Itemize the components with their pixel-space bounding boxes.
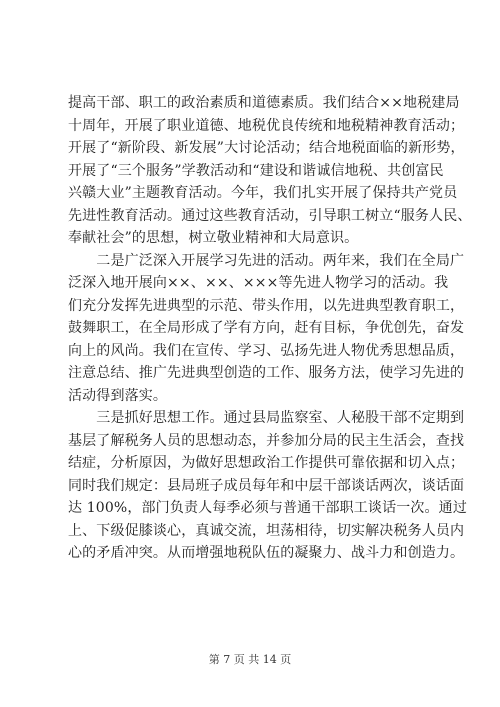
text-line: 们充分发挥先进典型的示范、带头作用，以先进典型教育职工， xyxy=(68,297,465,314)
paragraph-3-start: 三是抓好思想工作。通过县局监察室、人秘股干部不定期到 xyxy=(68,410,465,426)
text-line: 兴赣大业”主题教育活动。今年，我们扎实开展了保持共产党员 xyxy=(68,185,458,201)
text-line: 基层了解税务人员的思想动态，并参加分局的民主生活会，查找 xyxy=(68,432,465,449)
text-line: 活动得到落实。 xyxy=(68,387,168,404)
text-line: 心的矛盾冲突。从而增强地税队伍的凝聚力、战斗力和创造力。 xyxy=(68,545,465,561)
text-line: 结症，分析原因，为做好思想政治工作提供可靠依据和切入点； xyxy=(68,455,465,471)
text-line: 鼓舞职工，在全局形成了学有方向，赶有目标，争优创先，奋发 xyxy=(68,320,465,336)
text-line: 同时我们规定：县局班子成员每年和中层干部谈话两次，谈话面 xyxy=(68,477,465,494)
text-line: 十周年，开展了职业道德、地税优良传统和地税精神教育活动； xyxy=(68,117,465,134)
text-line: 向上的风尚。我们在宣传、学习、弘扬先进人物优秀思想品质， xyxy=(68,342,465,359)
text-line: 泛深入地开展向××、××、×××等先进人物学习的活动。我 xyxy=(68,275,449,291)
body-text xyxy=(68,92,472,565)
text-line: 开展了“三个服务”学教活动和“建设和谐诚信地税、共创富民 xyxy=(68,162,444,179)
text-line: 奉献社会”的思想，树立敬业精神和大局意识。 xyxy=(68,230,359,246)
text-line: 提高干部、职工的政治素质和道德素质。我们结合××地税建局 xyxy=(68,95,460,111)
paragraph-2-start: 二是广泛深入开展学习先进的活动。两年来，我们在全局广 xyxy=(68,252,465,269)
text-line: 达 100%，部门负责人每季必须与普通干部职工谈话一次。通过 xyxy=(68,500,467,516)
text-line: 先进性教育活动。通过这些教育活动，引导职工树立“服务人民、 xyxy=(68,207,472,224)
text-line: 上、下级促膝谈心，真诚交流，坦荡相待，切实解决税务人员内 xyxy=(68,522,465,539)
text-line: 注意总结、推广先进典型创造的工作、服务方法，使学习先进的 xyxy=(68,365,465,381)
page-number-footer: 第 7 页 共 14 页 xyxy=(208,653,292,666)
text-line: 开展了“新阶段、新发展”大讨论活动；结合地税面临的新形势， xyxy=(68,140,465,156)
